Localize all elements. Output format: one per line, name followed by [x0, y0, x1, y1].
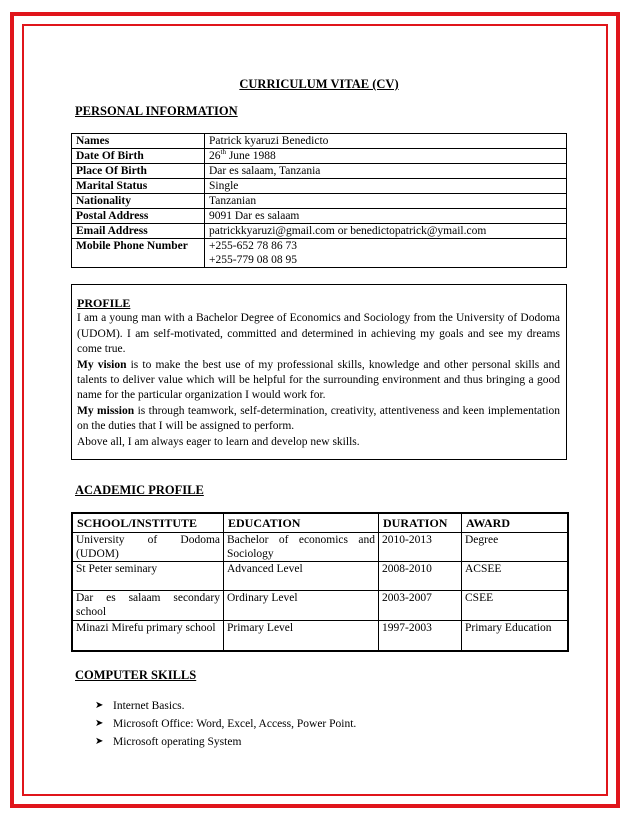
table-row	[72, 621, 568, 651]
table-row	[72, 209, 567, 224]
profile-intro: I am a young man with a Bachelor Degree of Economics and Sociology from the University of Dodoma (UDOM). I am self-motivated, committed and determined in achieving my goals and see my dreams come true.	[77, 312, 560, 356]
mission-label: My mission	[77, 404, 135, 417]
list-item	[95, 715, 356, 733]
list-item	[95, 733, 356, 751]
school-cell: St Peter seminary	[72, 562, 224, 591]
phone-label: Mobile Phone Number	[72, 239, 205, 268]
postal-label: Postal Address	[72, 209, 205, 224]
profile-vision	[77, 358, 560, 404]
vision-text: is to make the best use of my professional skills, knowledge and other personal skills and talents to deliver value which will be helpful for the surrounding environment and thus bringing a good name for the particular organization I would work for.	[77, 358, 560, 402]
school-cell: Dar es salaam secondary school	[72, 591, 224, 621]
education-cell: Bachelor of economics and Sociology	[224, 533, 379, 562]
education-cell: Primary Level	[224, 621, 379, 651]
arrow-bullet-icon: ➤	[95, 700, 104, 711]
nationality-value: Tanzanian	[205, 194, 567, 209]
award-cell: ACSEE	[462, 562, 569, 591]
dob-label: Date Of Birth	[72, 149, 205, 164]
school-cell: Minazi Mirefu primary school	[72, 621, 224, 651]
duration-cell: 2010-2013	[379, 533, 462, 562]
table-header-row	[72, 513, 568, 533]
nationality-label: Nationality	[72, 194, 205, 209]
cv-title: CURRICULUM VITAE (CV)	[239, 77, 399, 91]
phone-1: +255-652 78 86 73	[209, 240, 297, 252]
arrow-bullet-icon: ➤	[95, 736, 104, 747]
table-row	[72, 149, 567, 164]
profile-mission	[77, 404, 560, 435]
school-cell: University of Dodoma (UDOM)	[72, 533, 224, 562]
names-label: Names	[72, 134, 205, 149]
table-row	[72, 239, 567, 268]
dob-day: 26	[209, 150, 221, 162]
header-duration: DURATION	[379, 513, 462, 533]
table-row	[72, 562, 568, 591]
table-row	[72, 224, 567, 239]
personal-info-table	[71, 133, 567, 268]
skill-text: Microsoft Office: Word, Excel, Access, Power Point.	[113, 718, 357, 730]
dob-rest: June 1988	[225, 150, 276, 162]
arrow-bullet-icon: ➤	[95, 718, 104, 729]
award-cell: CSEE	[462, 591, 569, 621]
duration-cell: 1997-2003	[379, 621, 462, 651]
award-cell: Degree	[462, 533, 569, 562]
header-education: EDUCATION	[224, 513, 379, 533]
header-award: AWARD	[462, 513, 569, 533]
computer-skills-heading: COMPUTER SKILLS	[75, 668, 197, 682]
table-row	[72, 533, 568, 562]
computer-skills-list	[95, 697, 356, 751]
postal-value: 9091 Dar es salaam	[205, 209, 567, 224]
vision-label: My vision	[77, 358, 127, 371]
phone-value	[205, 239, 567, 268]
list-item	[95, 697, 356, 715]
academic-heading: ACADEMIC PROFILE	[75, 483, 204, 497]
table-row	[72, 179, 567, 194]
dob-value	[205, 149, 567, 164]
duration-cell: 2008-2010	[379, 562, 462, 591]
table-row	[72, 591, 568, 621]
email-label: Email Address	[72, 224, 205, 239]
table-row	[72, 194, 567, 209]
header-school: SCHOOL/INSTITUTE	[72, 513, 224, 533]
profile-closing: Above all, I am always eager to learn and develop new skills.	[77, 435, 360, 448]
pob-value: Dar es salaam, Tanzania	[205, 164, 567, 179]
education-cell: Ordinary Level	[224, 591, 379, 621]
dob-suffix: th	[220, 148, 226, 157]
phone-2: +255-779 08 08 95	[209, 254, 297, 266]
mission-text: is through teamwork, self-determination, creativity, attentiveness and keen implementation on the duties that I will be assigned to perform.	[77, 404, 561, 433]
pob-label: Place Of Birth	[72, 164, 205, 179]
email-value[interactable]: patrickkyaruzi@gmail.com or benedictopatrick@ymail.com	[205, 224, 567, 239]
profile-heading: PROFILE	[77, 296, 131, 310]
marital-label: Marital Status	[72, 179, 205, 194]
personal-info-heading: PERSONAL INFORMATION	[75, 104, 238, 118]
duration-cell: 2003-2007	[379, 591, 462, 621]
academic-table	[71, 512, 569, 652]
profile-box	[71, 284, 567, 460]
skill-text: Internet Basics.	[113, 700, 185, 712]
marital-value: Single	[205, 179, 567, 194]
table-row	[72, 134, 567, 149]
names-value: Patrick kyaruzi Benedicto	[205, 134, 567, 149]
skill-text: Microsoft operating System	[113, 736, 242, 748]
table-row	[72, 164, 567, 179]
education-cell: Advanced Level	[224, 562, 379, 591]
award-cell: Primary Education	[462, 621, 569, 651]
